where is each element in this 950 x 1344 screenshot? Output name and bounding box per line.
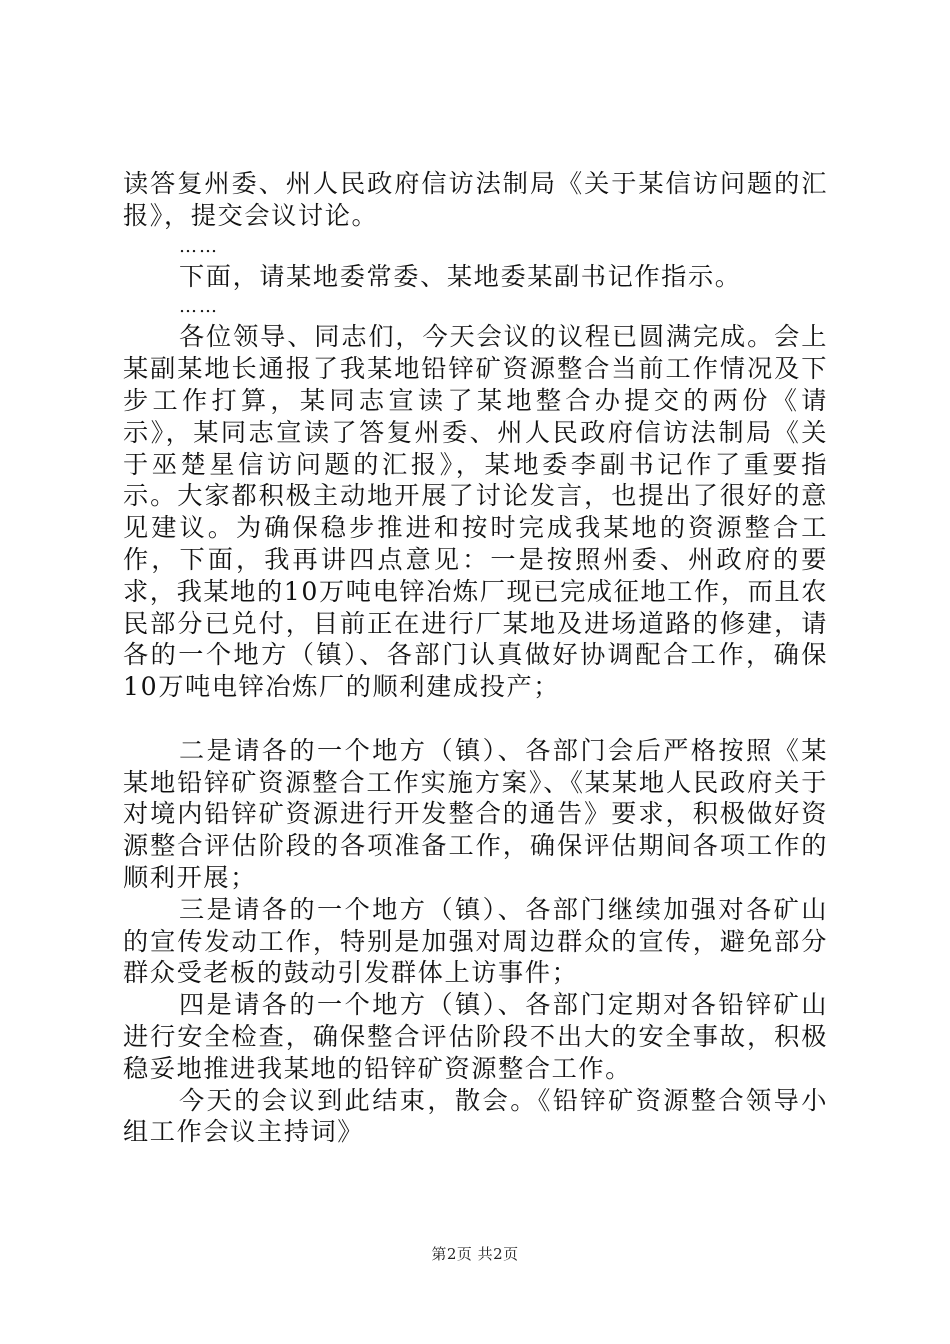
- paragraph-continuation: 读答复州委、州人民政府信访法制局《关于某信访问题的汇报》，提交会议讨论。: [123, 169, 828, 230]
- paragraph-instruction-request: 下面，请某地委常委、某地委某副书记作指示。: [179, 261, 742, 291]
- blank-line: [123, 703, 828, 735]
- paragraph-point-three: 三是请各的一个地方（镇）、各部门继续加强对各矿山的宣传发动工作，特别是加强对周边群众的宣传，避免部分群众受老板的鼓动引发群体上访事件；: [123, 894, 828, 988]
- paragraph-summary: 各位领导、同志们，今天会议的议程已圆满完成。会上某副某地长通报了我某地铅锌矿资源整合当前工作情况及下步工作打算，某同志宣读了某地整合办提交的两份《请示》，某同志宣读了答复州委、州人民政府信访法制局《关于巫楚星信访问题的汇报》，某地委李副书记作了重要指示。大家都积极主动地开展了讨论发言，也提出了很好的意见建议。为确保稳步推进和按时完成我某地的资源整合工作，下面，我再讲四点意见：一是按照州委、州政府的要求，我某地的10万吨电锌冶炼厂现已完成征地工作，而且农民部分已兑付，目前正在进行厂某地及进场道路的修建，请各的一个地方（镇）、各部门认真做好协调配合工作，确保10万吨电锌冶炼厂的顺利建成投产；: [123, 322, 828, 702]
- page-number-footer: 第2页 共2页: [431, 1245, 519, 1263]
- paragraph-closing: 今天的会议到此结束，散会。《铅锌矿资源整合领导小组工作会议主持词》: [123, 1085, 828, 1147]
- paragraph-point-two: 二是请各的一个地方（镇）、各部门会后严格按照《某某地铅锌矿资源整合工作实施方案》、《某某地人民政府关于对境内铅锌矿资源进行开发整合的通告》要求，积极做好资源整合评估阶段的各项准备工作，确保评估期间各项工作的顺利开展；: [123, 735, 828, 892]
- paragraph-point-four: 四是请各的一个地方（镇）、各部门定期对各铅锌矿山进行安全检查，确保整合评估阶段不出大的安全事故，积极稳妥地推进我某地的铅锌矿资源整合工作。: [123, 990, 828, 1083]
- ellipsis-line: ……: [179, 235, 219, 257]
- document-body: [123, 168, 828, 1148]
- ellipsis-line: ……: [179, 296, 219, 318]
